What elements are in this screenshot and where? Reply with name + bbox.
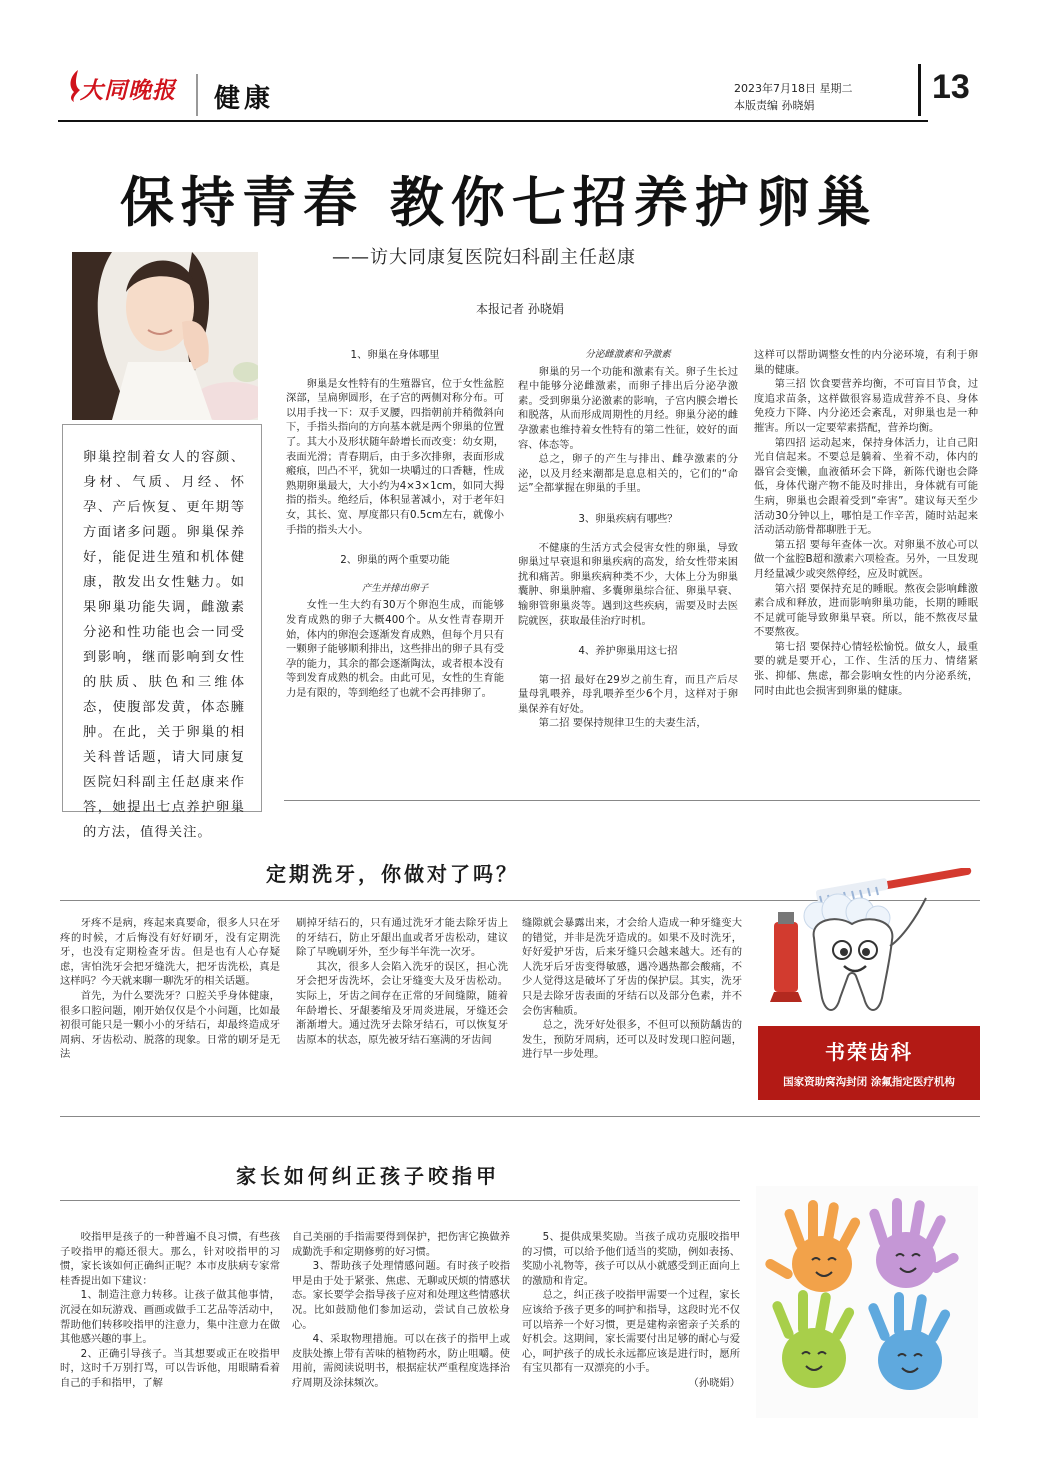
page-number-divider	[918, 64, 921, 116]
article2-bottom-rule	[60, 1116, 980, 1117]
toothpaste-tube-icon	[770, 912, 802, 1002]
article1-byline: 本报记者 孙晓娟	[476, 302, 564, 316]
article3-column-2	[292, 1230, 510, 1391]
subsection-heading: 产生并排出卵子	[361, 582, 429, 594]
article3-credit: （孙晓娟）	[688, 1376, 740, 1389]
paragraph: 第四招 运动起来，保持身体活力，让自己阳光自信起来。不要总是躺着、坐着不动，体内的器官会变懒，血液循环会下降，新陈代谢也会降低，身体代谢产物不能及时排出，身体就有可能生病，卵巢也会跟着受到“牵害”。建议每天至少活动30分钟以上，哪怕是工作辛苦，随时站起来活动活动筋骨都聊胜于无。	[754, 436, 978, 537]
section-heading: 4、养护卵巢用这七招	[578, 645, 678, 658]
paragraph: 总之，洗牙好处很多，不但可以预防龋齿的发生，预防牙周病，还可以及时发现口腔问题，进行早一步处理。	[522, 1019, 742, 1061]
paragraph: 不健康的生活方式会侵害女性的卵巢，导致卵巢过早衰退和卵巢疾病的高发，给女性带来困扰和痛苦。卵巢疾病种类不少，大体上分为卵巢囊肿、卵巢肿瘤、多囊卵巢综合征、卵巢早衰、输卵管卵巢炎等。遇到这些疾病，需要及时去医院就医，获取最佳治疗时机。	[518, 541, 738, 627]
article1-column-1	[286, 348, 504, 700]
paragraph: 刷掉牙结石的，只有通过洗牙才能去除牙齿上的牙结石，防止牙龈出血或者牙齿松动，建议除了早晚刷牙外，至少每半年洗一次牙。	[296, 917, 508, 959]
article3-title: 家长如何纠正孩子咬指甲	[236, 1164, 500, 1188]
article2-column-2	[296, 916, 508, 1047]
dental-clinic-ad	[758, 1026, 980, 1100]
article2-column-1	[60, 916, 280, 1062]
article1-bottom-rule	[284, 800, 980, 801]
section-heading: 2、卵巢的两个重要功能	[340, 554, 450, 567]
masthead-rule	[58, 120, 928, 122]
article2-title: 定期洗牙，你做对了吗？	[266, 862, 519, 886]
section-heading: 3、卵巢疾病有哪些？	[578, 512, 678, 525]
paragraph: 第三招 饮食要营养均衡，不可盲目节食，过度追求苗条，这样做很容易造成营养不良、身体免疫力下降、内分泌还会紊乱，对卵巢也是一种摧害。所以一定要荤素搭配，营养均衡。	[754, 378, 978, 434]
paragraph: 卵巢的另一个功能和激素有关。卵子生长过程中能够分泌雌激素，而卵子排出后分泌孕激素。受到卵巢分泌激素的影响，子宫内膜会增长和脱落，从而形成周期性的月经。卵巢分泌的雌孕激素也维持着女性特有的第二性征，姣好的面容、体态等。	[518, 365, 738, 451]
article1-column-2	[518, 348, 738, 731]
article3-title-rule	[60, 1200, 740, 1201]
article1-title: 保持青春 教你七招养护卵巢	[120, 170, 878, 234]
paragraph: 首先，为什么要洗牙？口腔关乎身体健康，很多口腔问题，刚开始仅仅是个小问题，比如最初很可能只是一颗小小的牙结石，却最终造成牙周病、牙齿松动、脱落的现象。日常的刷牙是无法	[60, 989, 280, 1061]
paragraph: 牙疼不是病，疼起来真要命，很多人只在牙疼的时候，才后悔没有好好刷牙，没有定期洗牙，也没有定期检查牙齿。但是也有人心存疑虑，害怕洗牙会把牙缝洗大，把牙齿洗松，真是这样吗？今天就来聊一聊洗牙的相关话题。	[60, 917, 280, 988]
article1-column-3	[754, 348, 978, 698]
woman-photo	[72, 252, 258, 420]
paragraph: 第一招 最好在29岁之前生育，而且产后尽量母乳喂养，母乳喂养至少6个月，这样对于卵巢保养有好处。	[518, 673, 738, 715]
article2-column-3	[522, 916, 742, 1062]
paragraph: 1、制造注意力转移。让孩子做其他事情，沉浸在如玩游戏、画画或做手工艺品等活动中，帮助他们转移咬指甲的注意力，集中注意力在做其他感兴趣的事上。	[60, 1289, 280, 1346]
article3-column-1	[60, 1230, 280, 1391]
article1-intro-box: 卵巢控制着女人的容颜、身材、气质、月经、怀孕、产后恢复、更年期等方面诸多问题。卵巢保养好，能促进生殖和机体健康，散发出女性魅力。如果卵巢功能失调，雌激素分泌和性功能也会一同受到影响，继而影响到女性的肤质、肤色和三维体态，使腹部发黄，体态臃肿。在此，关于卵巢的相关科普话题，请大同康复医院妇科副主任赵康来作答，她提出七点养护卵巢的方法，值得关注。	[62, 424, 262, 812]
page-editor: 本版责编 孙晓娟	[734, 99, 815, 112]
section-name: 健康	[214, 84, 275, 114]
article3-column-3	[522, 1230, 740, 1391]
newspaper-logo	[58, 62, 182, 120]
newspaper-logo-text: 大同晚报	[80, 77, 176, 104]
paragraph: 2、正确引导孩子。当其想要或正在咬指甲时，这时千万别打骂，可以告诉他，用眼睛看着自己的手和指甲，了解	[60, 1347, 280, 1389]
page-number: 13	[932, 68, 970, 106]
paragraph: 第二招 要保持规律卫生的夫妻生活，	[538, 717, 707, 730]
paragraph: 第六招 要保持充足的睡眠。熬夜会影响雌激素合成和释放，进而影响卵巢功能，长期的睡眠不足就可能导致卵巢早衰。所以，能不熬夜尽量不要熬夜。	[754, 582, 978, 639]
paragraph: 第七招 要保持心情轻松愉悦。做女人，最重要的就是要开心，工作、生活的压力、情绪紧张、抑郁、焦虑，都会影响女性的内分泌系统，同时由此也会损害到卵巢的健康。	[754, 640, 978, 697]
issue-date: 2023年7月18日 星期二	[734, 82, 853, 95]
paragraph: 其次，很多人会陷入洗牙的误区，担心洗牙会把牙齿洗坏，会让牙缝变大及牙齿松动。实际上，牙齿之间存在正常的牙间缝隙，随着年龄增长、牙龈萎缩及牙周炎进展，牙缝还会渐渐增大。通过洗牙去除牙结石，可以恢复牙齿原本的状态，原先被牙结石塞满的牙齿间	[296, 960, 508, 1046]
masthead-divider	[196, 74, 198, 116]
paragraph: 这样可以帮助调整女性的内分泌环境，有利于卵巢的健康。	[754, 349, 978, 376]
paragraph: 卵巢是女性特有的生殖器官，位于女性盆腔深部，呈扁卵圆形，在子宫的两侧对称分布。可以用手找一下：双手叉腰，四指朝前并稍微斜向下，手指头指向的方向基本就是两个卵巢的位置了。其大小及形状随年龄增长而改变：幼女期，表面光滑；青春期后，由于多次排卵，表面形成瘢痕，凹凸不平，犹如一块嚼过的口香糖，性成熟期卵巢最大，大小约为4×3×1cm，如同大拇指的指头。绝经后，体积显著减小，对于老年妇女，其长、宽、厚度都只有0.5cm左右，就像小手指的指头大小。	[286, 377, 504, 536]
tooth-cartoon-icon	[756, 868, 978, 1020]
paragraph: 总之，卵子的产生与排出、雌孕激素的分泌，以及月经来潮都是息息相关的，它们的“命运”全都掌握在卵巢的手里。	[518, 453, 738, 495]
paragraph: 缝隙就会暴露出来，才会给人造成一种牙缝变大的错觉，并非是洗牙造成的。如果不及时洗牙，好好爱护牙齿，后来牙缝只会越来越大。还有的人洗牙后牙齿变得敏感，遇冷遇热都会酸痛，不少人觉得这是破坏了牙齿的保护层。其实，洗牙只是去除牙齿表面的牙结石以及部分色素，并不会伤害釉质。	[522, 917, 742, 1017]
paragraph: 总之，纠正孩子咬指甲需要一个过程，家长应该给予孩子更多的呵护和指导，这段时光不仅可以培养一个好习惯，更是建构亲密亲子关系的好机会。这期间，家长需要付出足够的耐心与爱心，呵护孩子的成长永远都应该是进行时，愿所有宝贝都有一双漂亮的小手。	[522, 1289, 740, 1375]
subsection-heading: 分泌雌激素和孕激素	[585, 349, 671, 360]
section-heading: 1、卵巢在身体哪里	[350, 349, 440, 361]
paragraph: 3、帮助孩子处理情感问题。有时孩子咬指甲是由于处于紧张、焦虑、无聊或厌烦的情感状态。家长要学会指导孩子应对和处理这些情感状况。比如鼓励他们参加运动，尝试自己放松身心。	[292, 1260, 510, 1331]
paragraph: 自己美丽的手指需要得到保护，把伤害它换做养成勤洗手和定期修剪的好习惯。	[292, 1231, 510, 1258]
handprints-painting-icon	[756, 1186, 978, 1418]
paragraph: 4、采取物理措施。可以在孩子的指甲上或皮肤处擦上带有苦味的植物药水，防止咀嚼。使用前，需阅读说明书，根据症状严重程度选择治疗周期及涂抹频次。	[292, 1333, 510, 1389]
paragraph: 5、提供成果奖励。当孩子成功克服咬指甲的习惯，可以给予他们适当的奖励，例如表扬、奖励小礼物等，孩子可以从小就感受到正面向上的激励和肯定。	[522, 1231, 740, 1287]
ad-subtitle: 国家资助窝沟封闭 涂氟指定医疗机构	[783, 1076, 955, 1088]
paragraph: 女性一生大约有30万个卵泡生成，而能够发育成熟的卵子大概400个。从女性青春期开始，体内的卵泡会逐渐发育成熟，但每个月只有一颗卵子能够顺利排出，这些排出的卵子具有受孕的能力，其余的都会逐渐陶汰，或者根本没有等到发育成熟的机会。由此可见，女性的生育能力是有限的，等到绝经了也就不会再排卵了。	[286, 599, 504, 699]
article1-subtitle: ——访大同康复医院妇科副主任赵康	[332, 247, 636, 268]
paragraph: 咬指甲是孩子的一种普遍不良习惯，有些孩子咬指甲的瘾还很大。那么，针对咬指甲的习惯，家长该如何正确纠正呢？本市皮肤病专家常桂香提出如下建议：	[60, 1231, 280, 1287]
paragraph: 第五招 要每年查体一次。对卵巢不放心可以做一个盆腔B超和激素六项检查。另外，一旦发现月经量减少或突然停经，应及时就医。	[754, 538, 978, 580]
ad-title: 书荣齿科	[825, 1040, 913, 1064]
